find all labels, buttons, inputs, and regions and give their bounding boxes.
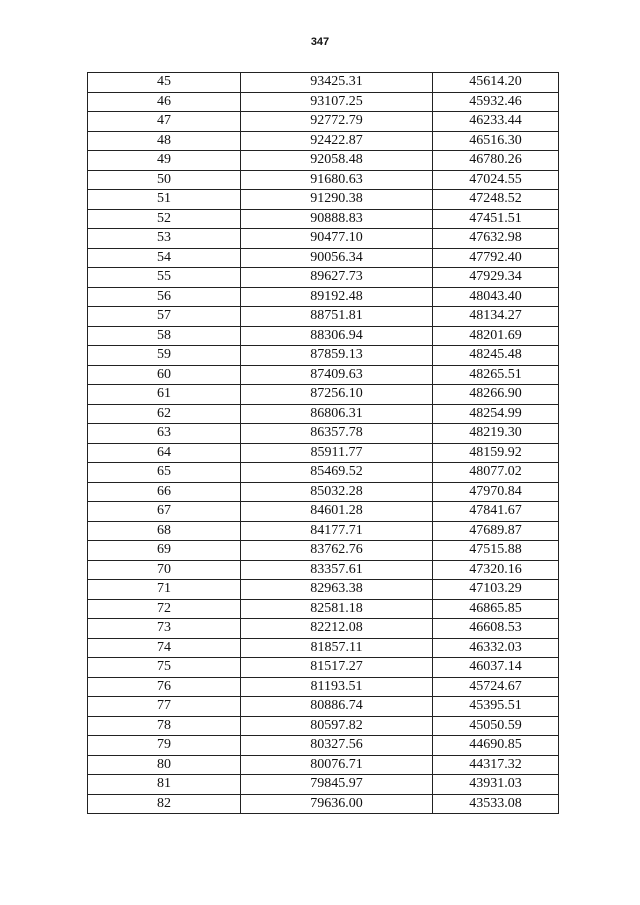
value-a-cell: 82963.38 xyxy=(241,580,433,600)
table-row xyxy=(88,794,559,814)
value-a-cell: 92058.48 xyxy=(241,151,433,171)
value-b-cell: 48201.69 xyxy=(433,326,559,346)
value-a-cell: 79845.97 xyxy=(241,775,433,795)
row-index-cell: 62 xyxy=(88,404,241,424)
row-index-cell: 77 xyxy=(88,697,241,717)
table-row xyxy=(88,326,559,346)
data-table xyxy=(87,72,559,814)
value-b-cell: 47632.98 xyxy=(433,229,559,249)
value-b-cell: 47929.34 xyxy=(433,268,559,288)
value-b-cell: 47451.51 xyxy=(433,209,559,229)
value-b-cell: 44690.85 xyxy=(433,736,559,756)
table-row xyxy=(88,268,559,288)
row-index-cell: 69 xyxy=(88,541,241,561)
table-row xyxy=(88,346,559,366)
row-index-cell: 63 xyxy=(88,424,241,444)
value-a-cell: 81517.27 xyxy=(241,658,433,678)
table-row xyxy=(88,131,559,151)
value-a-cell: 82581.18 xyxy=(241,599,433,619)
table-row xyxy=(88,560,559,580)
value-b-cell: 46332.03 xyxy=(433,638,559,658)
value-a-cell: 86357.78 xyxy=(241,424,433,444)
table-row xyxy=(88,599,559,619)
value-a-cell: 90056.34 xyxy=(241,248,433,268)
table-row xyxy=(88,677,559,697)
row-index-cell: 57 xyxy=(88,307,241,327)
row-index-cell: 82 xyxy=(88,794,241,814)
row-index-cell: 61 xyxy=(88,385,241,405)
value-a-cell: 90888.83 xyxy=(241,209,433,229)
table-row xyxy=(88,385,559,405)
value-b-cell: 48219.30 xyxy=(433,424,559,444)
table-row xyxy=(88,443,559,463)
value-b-cell: 47515.88 xyxy=(433,541,559,561)
row-index-cell: 47 xyxy=(88,112,241,132)
value-a-cell: 84601.28 xyxy=(241,502,433,522)
value-b-cell: 45050.59 xyxy=(433,716,559,736)
value-b-cell: 47792.40 xyxy=(433,248,559,268)
value-a-cell: 92422.87 xyxy=(241,131,433,151)
value-b-cell: 47320.16 xyxy=(433,560,559,580)
table-row xyxy=(88,638,559,658)
table-row xyxy=(88,151,559,171)
value-b-cell: 48254.99 xyxy=(433,404,559,424)
table-row xyxy=(88,190,559,210)
row-index-cell: 52 xyxy=(88,209,241,229)
row-index-cell: 48 xyxy=(88,131,241,151)
value-a-cell: 84177.71 xyxy=(241,521,433,541)
value-b-cell: 47103.29 xyxy=(433,580,559,600)
table-row xyxy=(88,287,559,307)
table-row xyxy=(88,248,559,268)
value-b-cell: 47970.84 xyxy=(433,482,559,502)
row-index-cell: 50 xyxy=(88,170,241,190)
value-a-cell: 85469.52 xyxy=(241,463,433,483)
row-index-cell: 60 xyxy=(88,365,241,385)
row-index-cell: 71 xyxy=(88,580,241,600)
row-index-cell: 73 xyxy=(88,619,241,639)
value-a-cell: 88306.94 xyxy=(241,326,433,346)
page-number: 347 xyxy=(310,36,330,48)
table-row xyxy=(88,463,559,483)
row-index-cell: 51 xyxy=(88,190,241,210)
value-a-cell: 90477.10 xyxy=(241,229,433,249)
table-row xyxy=(88,92,559,112)
table-row xyxy=(88,775,559,795)
value-a-cell: 93425.31 xyxy=(241,73,433,93)
value-a-cell: 87409.63 xyxy=(241,365,433,385)
row-index-cell: 72 xyxy=(88,599,241,619)
value-b-cell: 45932.46 xyxy=(433,92,559,112)
value-a-cell: 83357.61 xyxy=(241,560,433,580)
table-row xyxy=(88,482,559,502)
value-a-cell: 85911.77 xyxy=(241,443,433,463)
table-row xyxy=(88,424,559,444)
table-row xyxy=(88,307,559,327)
row-index-cell: 53 xyxy=(88,229,241,249)
value-b-cell: 46865.85 xyxy=(433,599,559,619)
table-row xyxy=(88,580,559,600)
row-index-cell: 67 xyxy=(88,502,241,522)
row-index-cell: 54 xyxy=(88,248,241,268)
value-b-cell: 43931.03 xyxy=(433,775,559,795)
value-a-cell: 80597.82 xyxy=(241,716,433,736)
value-b-cell: 43533.08 xyxy=(433,794,559,814)
row-index-cell: 49 xyxy=(88,151,241,171)
row-index-cell: 66 xyxy=(88,482,241,502)
value-a-cell: 85032.28 xyxy=(241,482,433,502)
value-a-cell: 87256.10 xyxy=(241,385,433,405)
value-b-cell: 46516.30 xyxy=(433,131,559,151)
row-index-cell: 64 xyxy=(88,443,241,463)
value-b-cell: 48266.90 xyxy=(433,385,559,405)
table-row xyxy=(88,170,559,190)
value-a-cell: 91680.63 xyxy=(241,170,433,190)
value-a-cell: 89192.48 xyxy=(241,287,433,307)
row-index-cell: 74 xyxy=(88,638,241,658)
value-a-cell: 89627.73 xyxy=(241,268,433,288)
value-b-cell: 48077.02 xyxy=(433,463,559,483)
table-body xyxy=(88,73,559,814)
row-index-cell: 79 xyxy=(88,736,241,756)
row-index-cell: 56 xyxy=(88,287,241,307)
table-row xyxy=(88,209,559,229)
row-index-cell: 70 xyxy=(88,560,241,580)
table-row xyxy=(88,541,559,561)
value-b-cell: 46608.53 xyxy=(433,619,559,639)
value-b-cell: 45395.51 xyxy=(433,697,559,717)
row-index-cell: 59 xyxy=(88,346,241,366)
row-index-cell: 46 xyxy=(88,92,241,112)
row-index-cell: 80 xyxy=(88,755,241,775)
value-b-cell: 47841.67 xyxy=(433,502,559,522)
table-row xyxy=(88,404,559,424)
table-row xyxy=(88,716,559,736)
row-index-cell: 58 xyxy=(88,326,241,346)
row-index-cell: 65 xyxy=(88,463,241,483)
value-a-cell: 80327.56 xyxy=(241,736,433,756)
value-a-cell: 88751.81 xyxy=(241,307,433,327)
row-index-cell: 81 xyxy=(88,775,241,795)
value-b-cell: 48134.27 xyxy=(433,307,559,327)
table-row xyxy=(88,619,559,639)
value-b-cell: 47024.55 xyxy=(433,170,559,190)
row-index-cell: 78 xyxy=(88,716,241,736)
value-a-cell: 79636.00 xyxy=(241,794,433,814)
table-row xyxy=(88,658,559,678)
value-b-cell: 46233.44 xyxy=(433,112,559,132)
value-a-cell: 86806.31 xyxy=(241,404,433,424)
value-a-cell: 82212.08 xyxy=(241,619,433,639)
value-b-cell: 48245.48 xyxy=(433,346,559,366)
value-a-cell: 81193.51 xyxy=(241,677,433,697)
row-index-cell: 76 xyxy=(88,677,241,697)
table-row xyxy=(88,736,559,756)
value-a-cell: 91290.38 xyxy=(241,190,433,210)
table-row xyxy=(88,755,559,775)
table-row xyxy=(88,697,559,717)
row-index-cell: 45 xyxy=(88,73,241,93)
value-b-cell: 46037.14 xyxy=(433,658,559,678)
value-a-cell: 87859.13 xyxy=(241,346,433,366)
value-a-cell: 81857.11 xyxy=(241,638,433,658)
row-index-cell: 75 xyxy=(88,658,241,678)
value-a-cell: 80076.71 xyxy=(241,755,433,775)
table-row xyxy=(88,112,559,132)
row-index-cell: 68 xyxy=(88,521,241,541)
value-a-cell: 83762.76 xyxy=(241,541,433,561)
value-b-cell: 47689.87 xyxy=(433,521,559,541)
value-b-cell: 48043.40 xyxy=(433,287,559,307)
table-row xyxy=(88,365,559,385)
value-b-cell: 44317.32 xyxy=(433,755,559,775)
value-b-cell: 48159.92 xyxy=(433,443,559,463)
table-row xyxy=(88,502,559,522)
table-row xyxy=(88,229,559,249)
table-row xyxy=(88,73,559,93)
value-a-cell: 93107.25 xyxy=(241,92,433,112)
value-b-cell: 45614.20 xyxy=(433,73,559,93)
value-b-cell: 45724.67 xyxy=(433,677,559,697)
value-b-cell: 46780.26 xyxy=(433,151,559,171)
value-a-cell: 92772.79 xyxy=(241,112,433,132)
value-b-cell: 47248.52 xyxy=(433,190,559,210)
table-row xyxy=(88,521,559,541)
value-b-cell: 48265.51 xyxy=(433,365,559,385)
value-a-cell: 80886.74 xyxy=(241,697,433,717)
row-index-cell: 55 xyxy=(88,268,241,288)
